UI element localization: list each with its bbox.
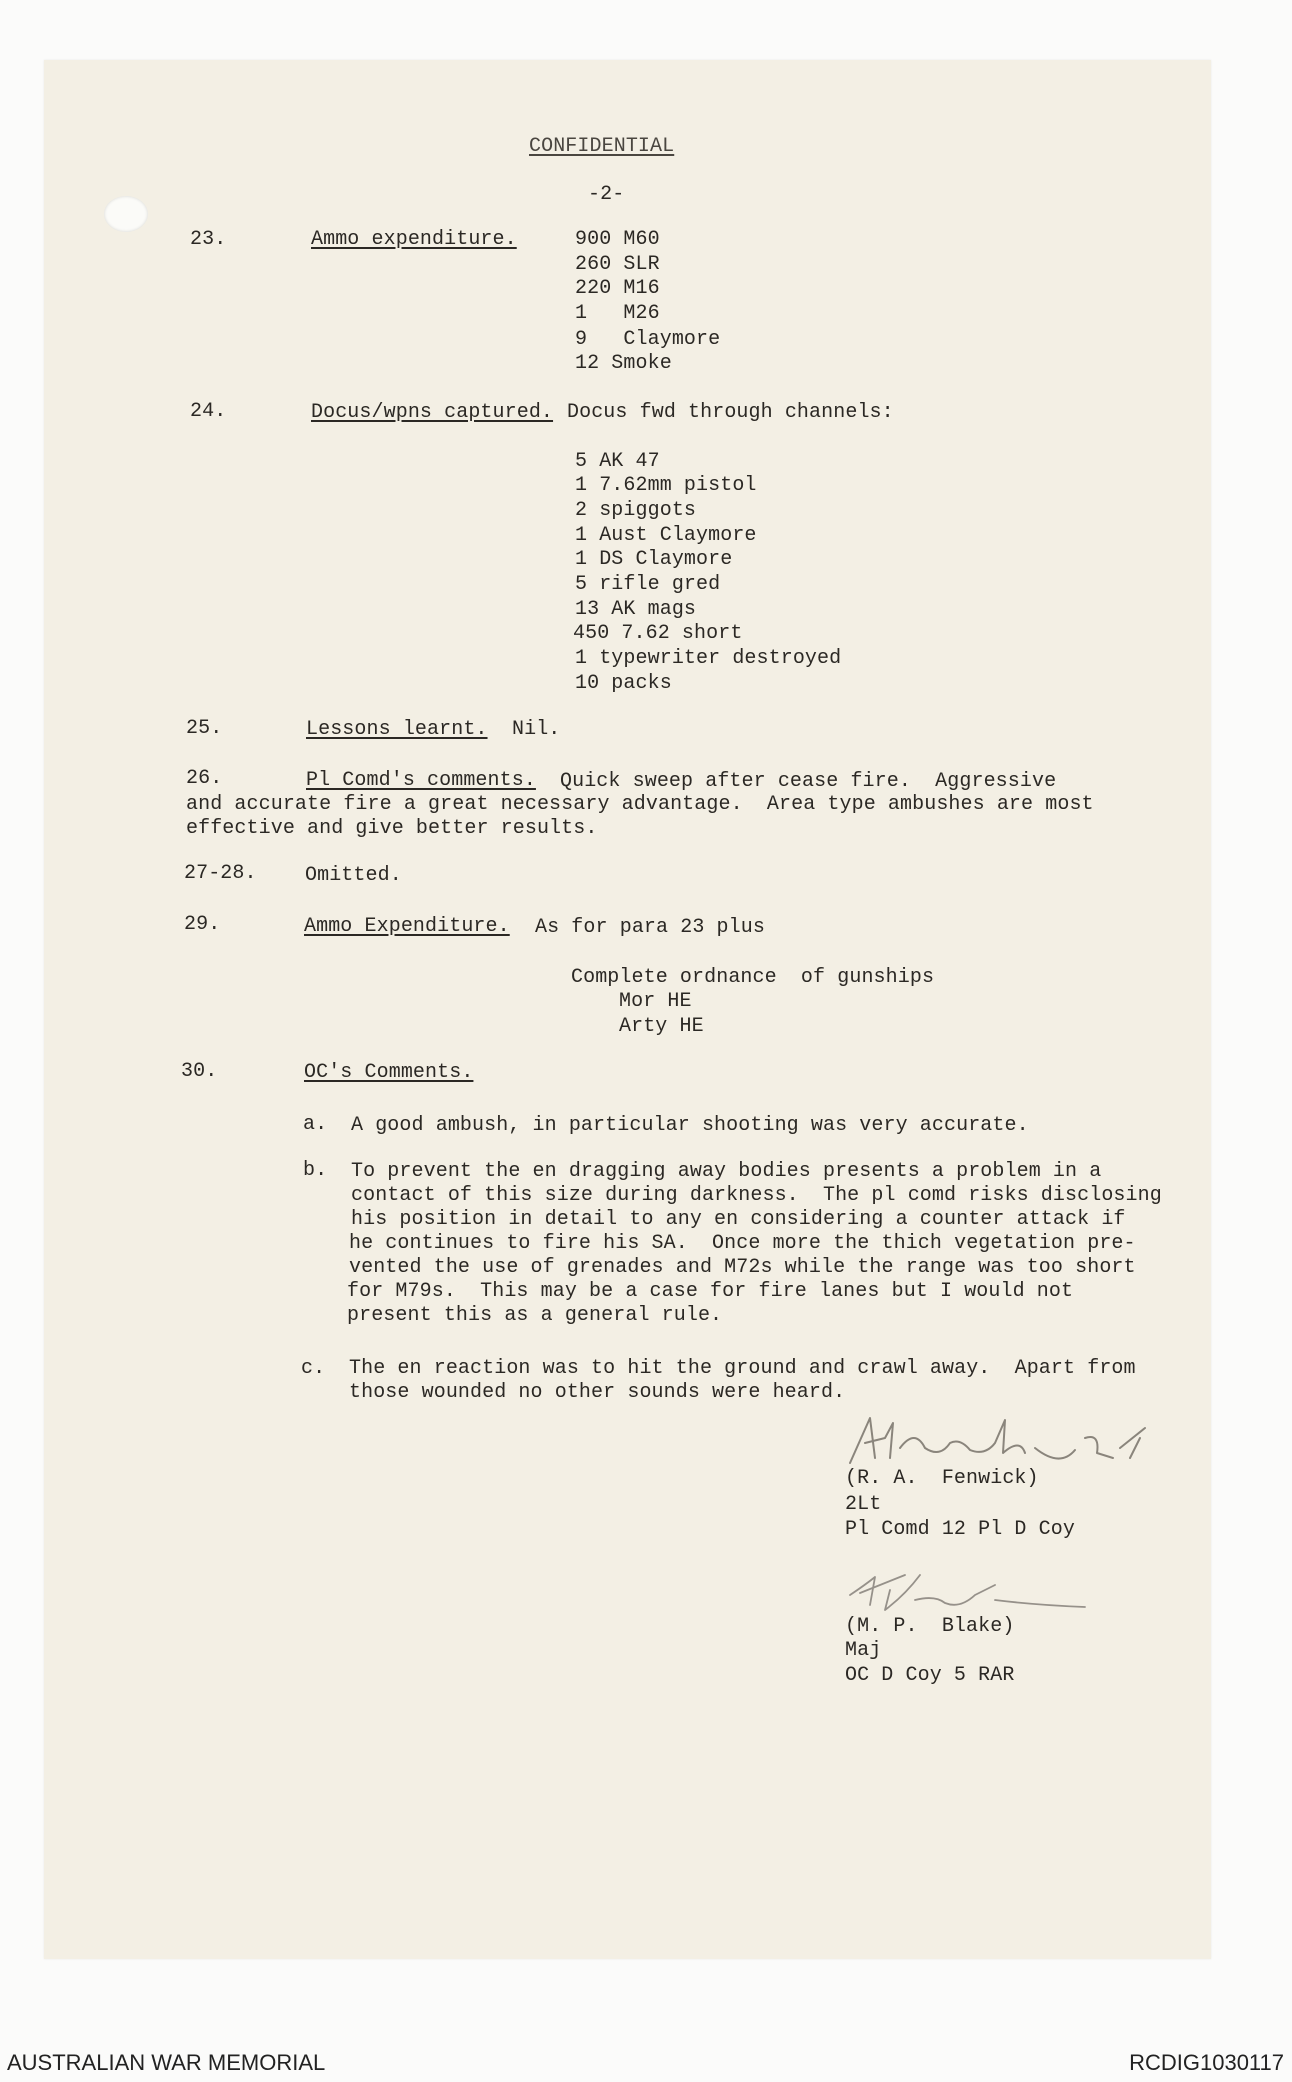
sub-item-text: The en reaction was to hit the ground and crawl away. Apart from	[349, 1357, 1136, 1380]
para-number: 24.	[190, 400, 227, 423]
para-text: and accurate fire a great necessary advantage. Area type ambushes are most	[186, 793, 1094, 816]
para-heading: Docus/wpns captured.	[311, 401, 554, 424]
para-text: Quick sweep after cease fire. Aggressive	[560, 770, 1057, 793]
list-item: 13 AK mags	[575, 598, 697, 621]
para-number: 25.	[186, 717, 223, 740]
punch-hole	[104, 196, 148, 232]
para-number: 30.	[181, 1060, 218, 1083]
para-text: As for para 23 plus	[535, 916, 765, 939]
list-item: 10 packs	[575, 672, 672, 695]
list-item: 1 7.62mm pistol	[575, 474, 757, 497]
list-item: Mor HE	[619, 990, 692, 1013]
sub-item-text: To prevent the en dragging away bodies presents a problem in a	[351, 1160, 1102, 1183]
para-heading: Pl Comd's comments.	[306, 769, 536, 792]
sub-item-letter: a.	[303, 1113, 328, 1136]
signatory-rank: 2Lt	[845, 1493, 882, 1516]
para-heading: OC's Comments.	[304, 1061, 474, 1084]
sub-item-text: vented the use of grenades and M72s while the range was too short	[349, 1256, 1136, 1279]
sub-item-text: present this as a general rule.	[347, 1304, 723, 1327]
para-number: 29.	[184, 913, 221, 936]
list-item: 220 M16	[575, 277, 660, 300]
para-text: Nil.	[512, 718, 561, 741]
para-text: Docus fwd through channels:	[567, 401, 894, 424]
signatory-rank: Maj	[845, 1639, 882, 1662]
sub-item-letter: b.	[303, 1159, 328, 1182]
sub-item-text: his position in detail to any en considering a counter attack if	[351, 1208, 1126, 1231]
list-item: 900 M60	[575, 228, 660, 251]
list-item: 5 AK 47	[575, 450, 660, 473]
signature-blake	[845, 1565, 1105, 1615]
para-heading: Ammo expenditure.	[311, 228, 517, 251]
signatory-role: OC D Coy 5 RAR	[845, 1664, 1015, 1687]
classification-header: CONFIDENTIAL	[529, 135, 675, 158]
signatory-name: (R. A. Fenwick)	[845, 1467, 1039, 1490]
page-number: -2-	[588, 183, 625, 206]
list-item: 12 Smoke	[575, 352, 672, 375]
list-item: 2 spiggots	[575, 499, 697, 522]
list-item: 450 7.62 short	[573, 622, 743, 645]
archive-label: AUSTRALIAN WAR MEMORIAL	[7, 2050, 326, 2075]
para-number: 27-28.	[184, 862, 257, 885]
sub-item-text: A good ambush, in particular shooting was very accurate.	[351, 1114, 1029, 1137]
sub-item-text: contact of this size during darkness. The pl comd risks disclosing	[351, 1184, 1162, 1207]
list-item: 1 DS Claymore	[575, 548, 733, 571]
signatory-role: Pl Comd 12 Pl D Coy	[845, 1518, 1075, 1541]
sub-item-text: he continues to fire his SA. Once more the thich vegetation pre-	[349, 1232, 1136, 1255]
list-item: Complete ordnance of gunships	[571, 966, 935, 989]
list-item: 1 typewriter destroyed	[575, 647, 842, 670]
para-text: effective and give better results.	[186, 817, 598, 840]
para-heading: Ammo Expenditure.	[304, 915, 510, 938]
para-number: 23.	[190, 228, 227, 251]
para-heading: Lessons learnt.	[306, 718, 488, 741]
list-item: 5 rifle gred	[575, 573, 721, 596]
sub-item-letter: c.	[301, 1357, 326, 1380]
sub-item-text: those wounded no other sounds were heard.	[349, 1381, 846, 1404]
para-number: 26.	[186, 767, 223, 790]
list-item: Arty HE	[619, 1015, 704, 1038]
para-text: Omitted.	[305, 864, 402, 887]
sub-item-text: for M79s. This may be a case for fire lanes but I would not	[347, 1280, 1074, 1303]
list-item: 1 M26	[575, 302, 660, 325]
signatory-name: (M. P. Blake)	[845, 1615, 1015, 1638]
list-item: 9 Claymore	[575, 328, 721, 351]
list-item: 260 SLR	[575, 253, 660, 276]
archive-id: RCDIG1030117	[1129, 2050, 1284, 2075]
list-item: 1 Aust Claymore	[575, 524, 757, 547]
